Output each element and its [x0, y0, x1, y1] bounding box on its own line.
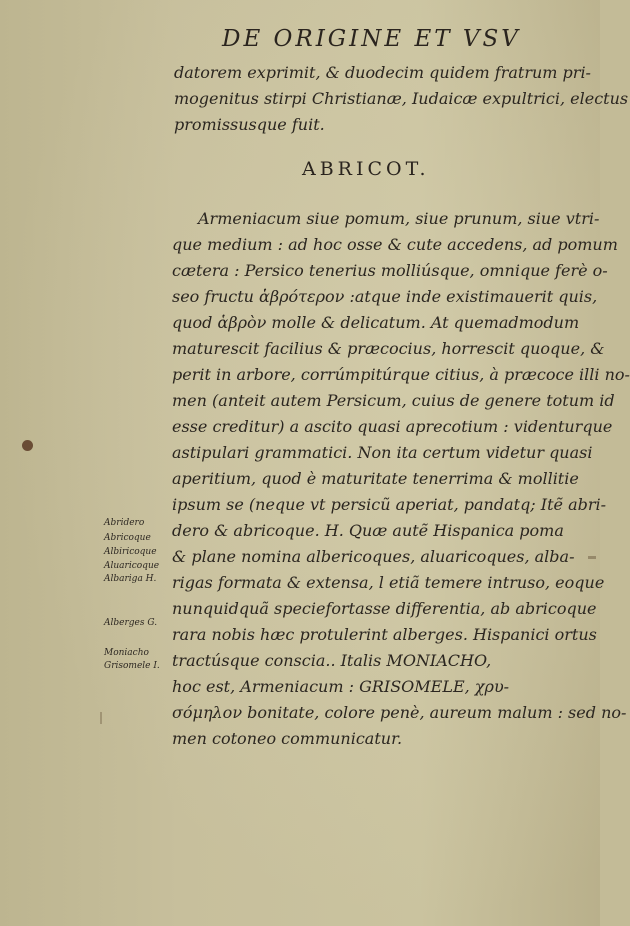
text-line: cætera : Persico tenerius molliúsque, omnique ferè o- — [172, 261, 608, 280]
margin-note: Aluaricoque — [104, 561, 160, 571]
margin-note: Abricoque — [104, 533, 151, 543]
text-line: σόμηλον bonitate, colore penè, aureum malum : sed no- — [172, 703, 627, 722]
margin-note: Moniacho — [104, 648, 149, 658]
text-line: perit in arbore, corrúmpitúrque citius, à præcoce illi no- — [172, 365, 630, 384]
section-title: ABRICOT. — [302, 158, 430, 180]
text-line: datorem exprimit, & duodecim quidem fratrum pri- — [174, 63, 591, 82]
page-mark — [100, 712, 102, 724]
margin-note: Albiricoque — [104, 547, 157, 557]
margin-note: Abridero — [104, 518, 145, 528]
continued-paragraph — [174, 60, 629, 138]
text-line: astipulari grammatici. Non ita certum videtur quasi — [172, 443, 593, 462]
text-line: aperitium, quod è maturitate tenerrima & mollitie — [172, 469, 579, 488]
ink-blot — [22, 440, 33, 451]
text-line: dero & abricoque. H. Quæ autẽ Hispanica poma — [172, 521, 564, 540]
text-line: rigas formata & extensa, l etiã temere intruso, eoque — [172, 573, 605, 592]
text-line: maturescit facilius & præcocius, horrescit quoque, & — [172, 339, 605, 358]
text-line: ipsum se (neque vt persicũ aperiat, pandatq; Itẽ abri- — [172, 495, 607, 514]
text-line: tractúsque conscia.. Italis MONIACHO, — [172, 651, 492, 670]
text-line: seo fructu ἁβρότερον :atque inde existimauerit quis, — [172, 287, 598, 306]
text-line: & plane nomina albericoques, aluaricoques, alba- — [172, 547, 575, 566]
margin-note: Grisomele I. — [104, 661, 160, 671]
margin-note: Alberges G. — [104, 618, 158, 628]
main-paragraph — [172, 206, 630, 752]
text-line: mogenitus stirpi Christianæ, Iudaicæ expultrici, electus — [174, 89, 629, 108]
text-line: nunquidquã speciefortasse differentia, ab abricoque — [172, 599, 597, 618]
text-line: esse creditur) a ascito quasi aprecotium : videnturque — [172, 417, 613, 436]
margin-note: Albariga H. — [104, 574, 157, 584]
text-line: men cotoneo communicatur. — [172, 729, 403, 748]
text-line: Armeniacum siue pomum, siue prunum, siue vtri- — [198, 209, 600, 228]
page-mark — [588, 556, 596, 559]
text-line: men (anteit autem Persicum, cuius de genere totum id — [172, 391, 615, 410]
text-line: quod ἁβρὸν molle & delicatum. At quemadmodum — [172, 313, 580, 332]
text-line: rara nobis hæc protulerint alberges. Hispanici ortus — [172, 625, 597, 644]
running-head: DE ORIGINE ET VSV — [222, 26, 521, 52]
text-line: hoc est, Armeniacum : GRISOMELE, χρυ- — [172, 677, 510, 696]
text-line: promissusque fuit. — [174, 115, 325, 134]
text-line: que medium : ad hoc osse & cute accedens, ad pomum — [172, 235, 618, 254]
